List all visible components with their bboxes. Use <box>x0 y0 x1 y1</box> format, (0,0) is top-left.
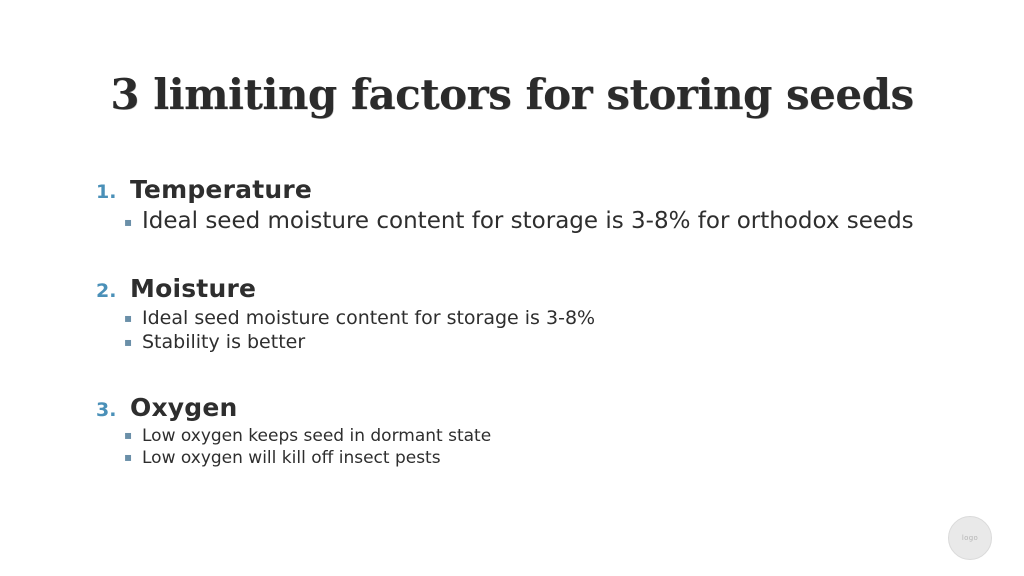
logo <box>948 516 992 560</box>
list-number: 1. <box>96 181 117 203</box>
sub-list-item <box>124 448 956 468</box>
sub-list-item <box>124 331 956 353</box>
list-item-label: Temperature <box>130 175 313 204</box>
spacer <box>96 379 956 393</box>
page-title: 3 limiting factors for storing seeds <box>110 70 914 119</box>
list-number: 2. <box>96 280 117 302</box>
square-bullet-icon: ▪ <box>124 428 133 442</box>
list-item <box>96 175 956 204</box>
sub-list-item <box>124 307 956 329</box>
list-group-temperature <box>96 175 956 234</box>
sub-list-item-text: Low oxygen will kill off insect pests <box>142 448 441 468</box>
list-group-moisture <box>96 274 956 353</box>
square-bullet-icon: ▪ <box>124 311 133 325</box>
list-group-oxygen <box>96 393 956 468</box>
list-number: 3. <box>96 399 117 421</box>
sub-list-item <box>124 208 956 234</box>
list-item-label: Oxygen <box>130 393 238 422</box>
slide-body <box>96 175 956 468</box>
sub-list-item-text: Ideal seed moisture content for storage is 3-8% for orthodox seeds <box>142 208 914 234</box>
list-item-label: Moisture <box>130 274 257 303</box>
logo-text: logo <box>961 534 979 542</box>
list-item <box>96 274 956 303</box>
square-bullet-icon: ▪ <box>124 450 133 464</box>
sub-list-item-text: Ideal seed moisture content for storage is 3-8% <box>142 307 596 329</box>
spacer <box>96 260 956 274</box>
sub-list-item-text: Stability is better <box>142 331 306 353</box>
list-item <box>96 393 956 422</box>
square-bullet-icon: ▪ <box>124 215 133 229</box>
sub-list-item <box>124 426 956 446</box>
sub-list-item-text: Low oxygen keeps seed in dormant state <box>142 426 492 446</box>
square-bullet-icon: ▪ <box>124 335 133 349</box>
